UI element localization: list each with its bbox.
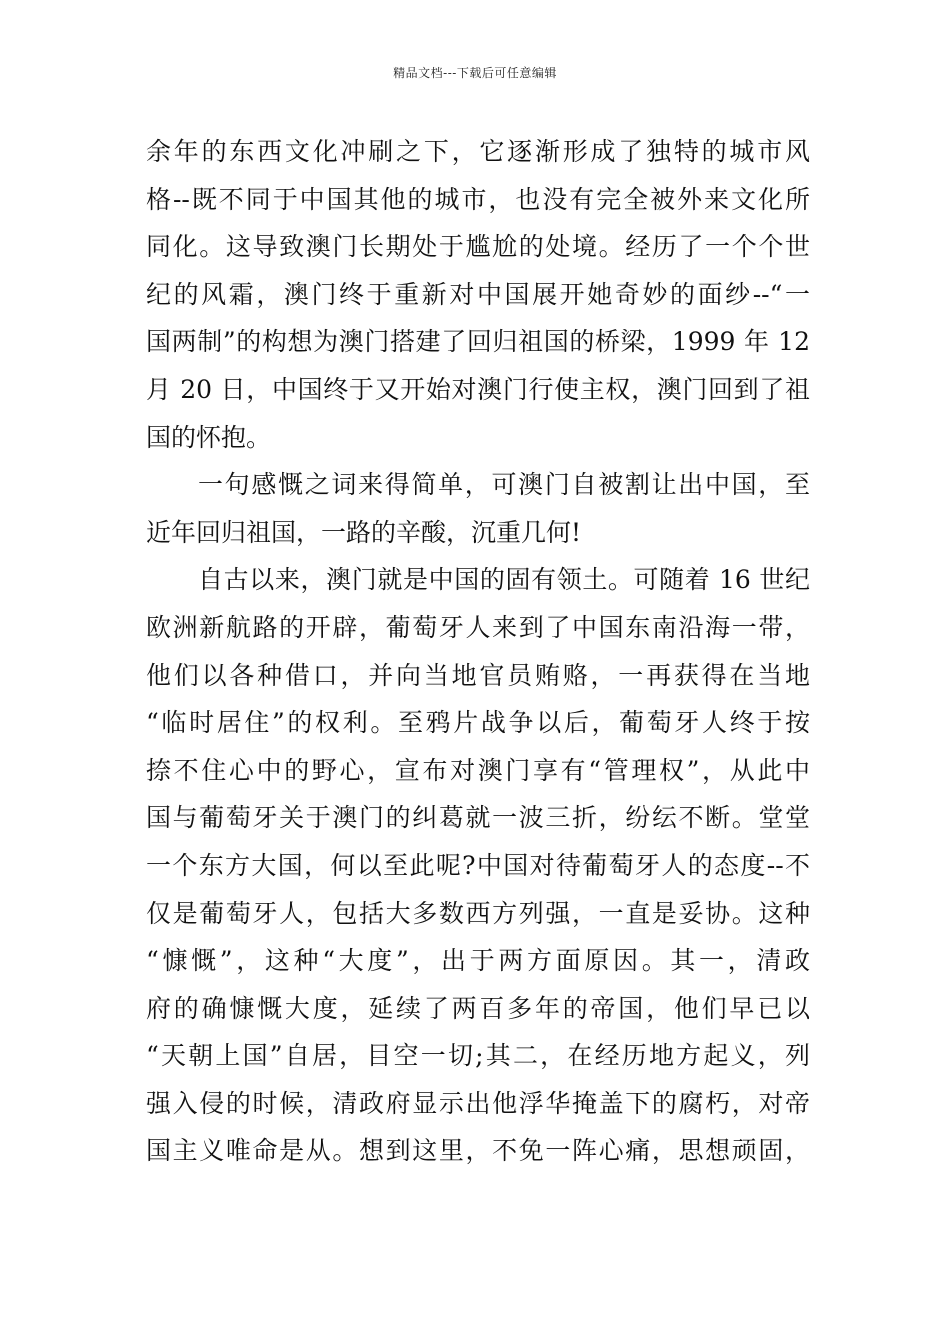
- text-line: 同化。这导致澳门长期处于尴尬的处境。经历了一个个世: [146, 232, 810, 262]
- text-line: 国与葡萄牙关于澳门的纠葛就一波三折，纷纭不断。堂堂: [146, 803, 810, 833]
- text-line: 府的确慷慨大度，延续了两百多年的帝国，他们早已以: [146, 993, 810, 1023]
- text-line: “天朝上国”自居，目空一切;其二，在经历地方起义，列: [146, 1041, 810, 1071]
- page-header: 精品文档---下载后可任意编辑: [393, 66, 557, 80]
- text-line: 纪的风霜，澳门终于重新对中国展开她奇妙的面纱--“一: [146, 279, 810, 309]
- text-line: 余年的东西文化冲刷之下，它逐渐形成了独特的城市风: [146, 137, 810, 166]
- text-line: 格--既不同于中国其他的城市，也没有完全被外来文化所: [146, 184, 810, 214]
- text-line: 一句感慨之词来得简单，可澳门自被割让出中国，至: [198, 470, 810, 500]
- text-line: 月 20 日，中国终于又开始对澳门行使主权，澳门回到了祖: [146, 374, 810, 404]
- text-line: 强入侵的时候，清政府显示出他浮华掩盖下的腐朽，对帝: [146, 1088, 810, 1118]
- text-line: 欧洲新航路的开辟，葡萄牙人来到了中国东南沿海一带，: [146, 612, 810, 642]
- text-line: 仅是葡萄牙人，包括大多数西方列强，一直是妥协。这种: [146, 898, 810, 928]
- text-line: 自古以来，澳门就是中国的固有领土。可随着 16 世纪: [198, 565, 810, 595]
- text-line: 近年回归祖国，一路的辛酸，沉重几何!: [146, 517, 582, 547]
- text-line: “临时居住”的权利。至鸦片战争以后，葡萄牙人终于按: [146, 708, 810, 738]
- text-line: 国两制”的构想为澳门搭建了回归祖国的桥梁，1999 年 12: [146, 327, 810, 357]
- text-line: 他们以各种借口，并向当地官员贿赂，一再获得在当地: [146, 660, 810, 690]
- text-line: 一个东方大国，何以至此呢?中国对待葡萄牙人的态度--不: [146, 850, 810, 880]
- text-line: 国主义唯命是从。想到这里，不免一阵心痛，思想顽固，: [146, 1136, 810, 1166]
- text-line: 捺不住心中的野心，宣布对澳门享有“管理权”，从此中: [146, 755, 810, 785]
- document-body: [146, 128, 810, 1175]
- text-line: “慷慨”，这种“大度”，出于两方面原因。其一，清政: [146, 946, 810, 976]
- text-line: 国的怀抱。: [146, 422, 272, 452]
